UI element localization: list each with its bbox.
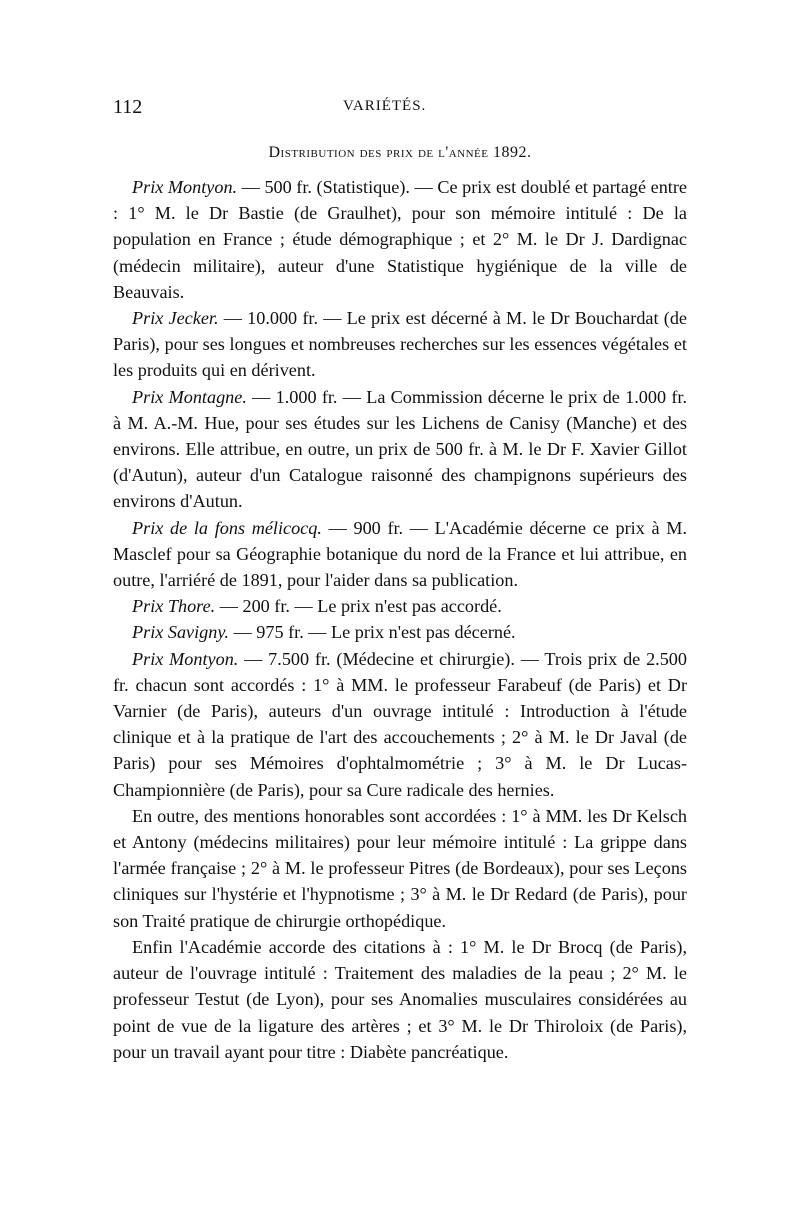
prize-name: Prix de la fons mélicocq.	[132, 517, 322, 538]
document-page	[113, 96, 687, 1065]
paragraph-prix-de-la-fons-melicocq	[113, 515, 687, 594]
paragraph-text: En outre, des mentions honorables sont accordées : 1° à MM. les Dr Kelsch et Antony (médecins militaires) pour leur mémoire intitulé : La grippe dans l'armée française ; 2° à M. le professeur Pitres (de Bordeaux), pour ses Leçons cliniques sur l'hystérie et l'hypnotisme ; 3° à M. le Dr Redard (de Paris), pour son Traité pratique de chirurgie orthopédique.	[113, 805, 687, 931]
paragraph-text: Enfin l'Académie accorde des citations à : 1° M. le Dr Brocq (de Paris), auteur de l'ouvrage intitulé : Traitement des maladies de la peau ; 2° M. le professeur Testut (de Lyon), pour ses Anomalies musculaires considérées au point de vue de la ligature des artères ; et 3° M. le Dr Thiroloix (de Paris), pour un travail ayant pour titre : Diabète pancréatique.	[113, 936, 687, 1062]
running-title: VARIÉTÉS.	[343, 98, 427, 114]
prize-name: Prix Jecker.	[132, 308, 219, 329]
prize-name: Prix Savigny.	[132, 622, 229, 643]
paragraph-prix-montyon-statistique	[113, 174, 687, 305]
paragraph-prix-jecker	[113, 305, 687, 384]
paragraph-citations	[113, 934, 687, 1065]
prize-name: Prix Montagne.	[132, 386, 247, 407]
paragraph-prix-savigny	[113, 619, 687, 645]
prize-name: Prix Montyon.	[132, 177, 238, 197]
paragraph-text: — 200 fr. — Le prix n'est pas accordé.	[215, 596, 502, 617]
paragraph-text: — 900 fr. — L'Académie décerne ce prix à M. Masclef pour sa Géographie botanique du nord de la France et lui attribue, en outre, l'arriéré de 1891, pour l'aider dans sa publication.	[113, 517, 687, 591]
paragraph-mentions-honorables	[113, 803, 687, 934]
running-head	[113, 96, 687, 126]
paragraph-text: — 1.000 fr. — La Commission décerne le prix de 1.000 fr. à M. A.-M. Hue, pour ses études sur les Lichens de Canisy (Manche) et des environs. Elle attribue, en outre, un prix de 500 fr. à M. le Dr F. Xavier Gillot (d'Autun), auteur d'un Catalogue raisonné des champignons supérieurs des environs d'Autun.	[113, 386, 687, 512]
paragraph-text: — 7.500 fr. (Médecine et chirurgie). — Trois prix de 2.500 fr. chacun sont accordés : 1° à MM. le professeur Farabeuf (de Paris) et Dr Varnier (de Paris), auteurs d'un ouvrage intitulé : Introduction à l'étude clinique et à la pratique de l'art des accouchements ; 2° à M. le Dr Javal (de Paris) pour ses Mémoires d'ophtalmométrie ; 3° à M. le Dr Lucas-Championnière (de Paris), pour sa Cure radicale des hernies.	[113, 648, 687, 800]
paragraph-text: — 10.000 fr. — Le prix est décerné à M. le Dr Bouchardat (de Paris), pour ses longues et nombreuses recherches sur les essences végétales et les produits qui en dérivent.	[113, 308, 687, 381]
paragraph-text: — 500 fr. (Statistique). — Ce prix est doublé et partagé entre : 1° M. le Dr Bastie (de Graulhet), pour son mémoire intitulé : De la population en France ; étude démographique ; et 2° M. le Dr J. Dardignac (médecin militaire), auteur d'une Statistique hygiénique de la ville de Beauvais.	[113, 177, 687, 302]
page-number: 112	[113, 96, 143, 118]
paragraph-text: — 975 fr. — Le prix n'est pas décerné.	[228, 622, 516, 643]
prize-name: Prix Montyon.	[132, 648, 239, 669]
paragraph-prix-thore	[113, 593, 687, 619]
paragraph-prix-montagne	[113, 384, 687, 515]
prize-name: Prix Thore.	[132, 596, 216, 617]
section-title: Distribution des prix de l'année 1892.	[268, 144, 532, 161]
paragraph-prix-montyon-medecine	[113, 646, 687, 803]
